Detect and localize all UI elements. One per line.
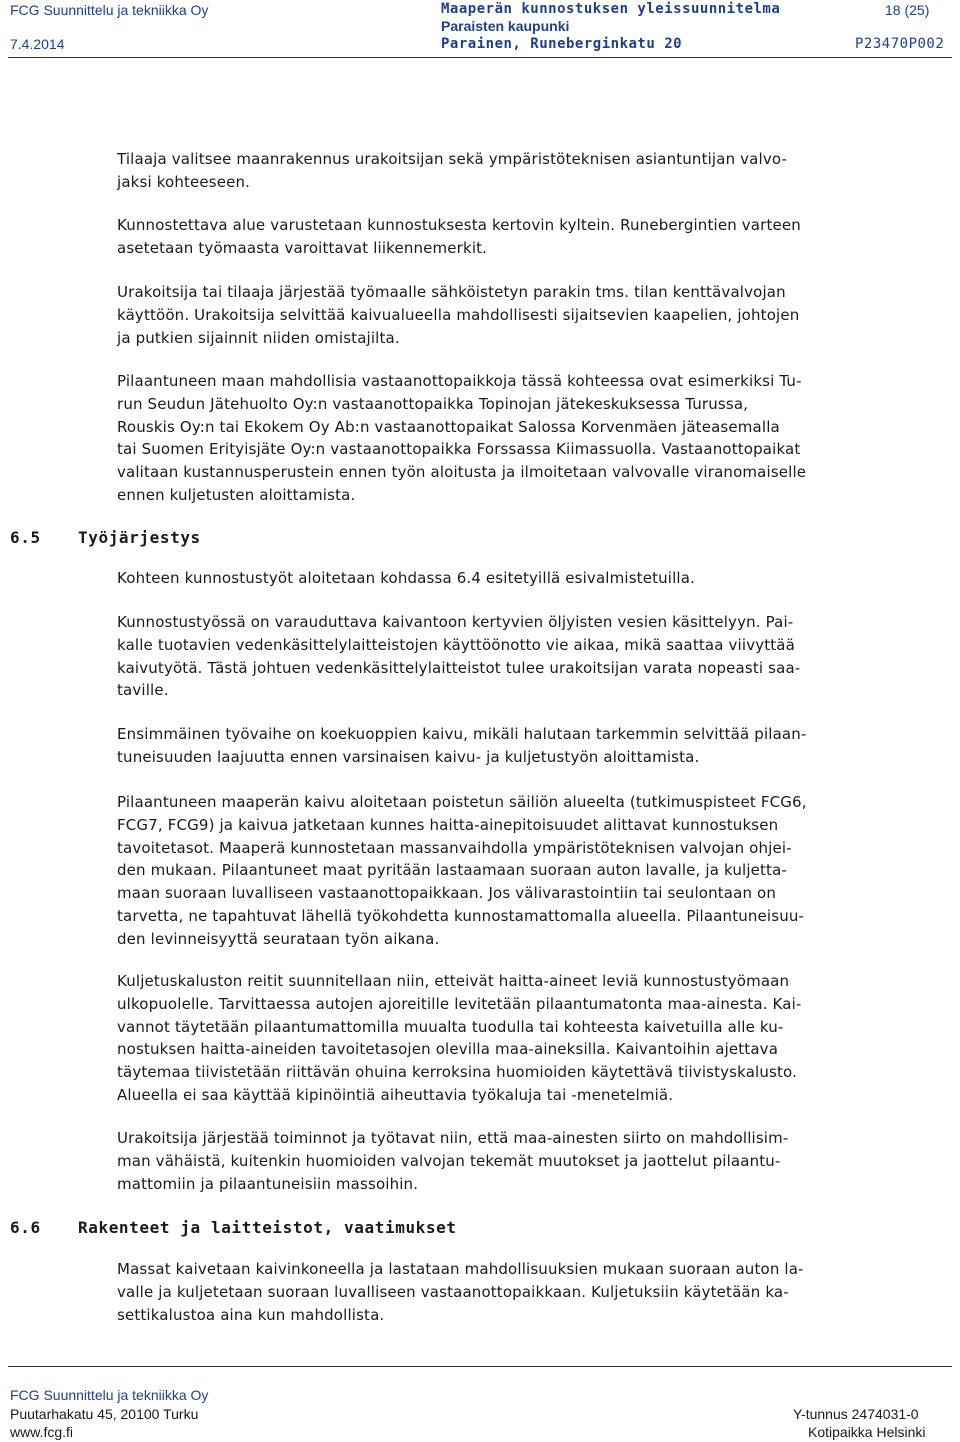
footer-domicile: Kotipaikka Helsinki: [808, 1424, 926, 1440]
footer-website-link[interactable]: www.fcg.fi: [10, 1424, 74, 1440]
text-line: den mukaan. Pilaantuneet maat pyritään lastaamaan suoraan auton lavalle, ja kuljetta-: [117, 861, 787, 880]
header-page-number: 18 (25): [885, 2, 930, 18]
text-line: valitaan kustannusperustein ennen työn aloitusta ja ilmoitetaan valvovalle viranomaiselle: [117, 463, 807, 482]
footer-divider: [8, 1366, 952, 1367]
text-line: tuneisuuden laajuutta ennen varsinaisen kaivu- ja kuljetustyön aloittamista.: [117, 747, 700, 766]
header-doc-title: Maaperän kunnostuksen yleissuunnitelma: [441, 1, 781, 17]
paragraph-site-signage: [117, 214, 953, 260]
header-project-code: P23470P002: [855, 36, 945, 52]
text-line: settikalustoa aina kun mahdollista.: [117, 1305, 385, 1324]
text-line: Kunnostustyössä on varauduttava kaivantoon kertyvien öljyisten vesien käsittelyyn. Pai-: [117, 613, 794, 631]
footer-business-id: Y-tunnus 2474031-0: [793, 1406, 919, 1422]
text-line: käyttöön. Urakoitsija selvittää kaivualueella mahdollisesti sijaitsevien kaapelien, johtojen: [117, 305, 800, 324]
header-company: FCG Suunnittelu ja tekniikka Oy: [10, 2, 209, 18]
footer-address: Puutarhakatu 45, 20100 Turku: [10, 1406, 199, 1422]
paragraph-excavation: [117, 791, 953, 951]
text-line: Alueella ei saa käyttää kipinöintiä aiheuttavia työkaluja tai -menetelmiä.: [117, 1085, 674, 1104]
text-line: Pilaantuneen maaperän kaivu aloitetaan poistetun säiliön alueelta (tutkimuspisteet FCG6,: [117, 793, 807, 811]
paragraph-test-pits: [117, 723, 953, 769]
text-line: nostuksen haitta-aineiden tavoitetasojen olevilla maa-aineksilla. Kaivantoihin ajettava: [117, 1040, 779, 1059]
paragraph-transport-routes: [117, 970, 953, 1107]
text-line: tai Suomen Erityisjäte Oy:n vastaanottopaikka Forssassa Kiimassuolla. Vastaanottopaikat: [117, 440, 801, 459]
text-line: Ensimmäinen työvaihe on koekuoppien kaivu, mikäli halutaan tarkemmin selvittää pilaan-: [117, 725, 807, 743]
text-line: mattomiin ja pilaantuneisiin massoihin.: [117, 1174, 419, 1193]
text-line: den levinneisyyttä seurataan työn aikana.: [117, 929, 440, 948]
text-line: kaivutyötä. Tästä johtuen vedenkäsittelylaitteistot tulee urakoitsijan varata nopeasti saa-: [117, 658, 801, 677]
text-line: run Seudun Jätehuolto Oy:n vastaanottopaikka Topinojan jätekeskuksessa Turussa,: [117, 394, 749, 413]
page-header: [0, 0, 960, 56]
section-title: Työjärjestys: [78, 528, 201, 547]
text-line: Urakoitsija tai tilaaja järjestää työmaalle sähköistetyn parakin tms. tilan kenttävalvojan: [117, 283, 786, 301]
text-line: ennen kuljetusten aloittamista.: [117, 485, 356, 504]
paragraph-mass-handling: [117, 1127, 953, 1195]
header-divider: [8, 57, 952, 58]
text-line: Pilaantuneen maan mahdollisia vastaanottopaikkoja tässä kohteessa ovat esimerkiksi Tu-: [117, 372, 802, 390]
text-line: Kuljetuskaluston reitit suunnitellaan niin, etteivät haitta-aineet leviä kunnostustyömaan: [117, 972, 790, 990]
text-line: kalle tuotavien vedenkäsittelylaitteistojen käyttöönotto vie aikaa, mikä saattaa viivyttää: [117, 635, 795, 654]
text-line: ja putkien sijainnit niiden omistajilta.: [117, 328, 400, 347]
text-line: FCG7, FCG9) ja kaivua jatketaan kunnes haitta-ainepitoisuudet alittavat kunnostuksen: [117, 815, 779, 834]
paragraph-work-start: [117, 567, 953, 590]
text-line: Kohteen kunnostustyöt aloitetaan kohdassa 6.4 esitetyillä esivalmistetuilla.: [117, 569, 695, 587]
text-line: tarvetta, ne tapahtuvat lähellä työkohdetta kunnostamattomalla alueella. Pilaantuneisuu-: [117, 906, 805, 925]
paragraph-excavation-equipment: [117, 1258, 953, 1326]
text-line: Massat kaivetaan kaivinkoneella ja lastataan mahdollisuuksien mukaan suoraan auton la-: [117, 1260, 804, 1278]
header-date: 7.4.2014: [10, 36, 65, 52]
text-line: taville.: [117, 681, 169, 700]
text-line: ulkopuolelle. Tarvittaessa autojen ajoreitille levitetään pilaantumatonta maa-ainesta. Kai-: [117, 994, 802, 1013]
text-line: valle ja kuljetetaan suoraan luvalliseen vastaanottopaikkaan. Kuljetuksiin käytetään ka-: [117, 1282, 789, 1301]
text-line: asetetaan työmaasta varoittavat liikennemerkit.: [117, 238, 488, 257]
text-line: Rouskis Oy:n tai Ekokem Oy Ab:n vastaanottopaikat Salossa Korvenmäen jäteasemalla: [117, 417, 780, 436]
text-line: tavoitetasot. Maaperä kunnostetaan massanvaihdolla ympäristöteknisen valvojan ohjei-: [117, 838, 792, 857]
text-line: Kunnostettava alue varustetaan kunnostuksesta kertovin kyltein. Runebergintien varteen: [117, 216, 801, 234]
section-number: 6.6: [10, 1218, 41, 1237]
text-line: Tilaaja valitsee maanrakennus urakoitsijan sekä ympäristöteknisen asiantuntijan valvo-: [117, 150, 788, 168]
header-location: Parainen, Runeberginkatu 20: [441, 36, 683, 52]
paragraph-site-facilities: [117, 281, 953, 349]
text-line: man vähäistä, kuitenkin huomioiden valvojan tekemät muutokset ja jaottelut pilaantu-: [117, 1151, 781, 1170]
paragraph-receiving-sites: [117, 370, 953, 507]
paragraph-water-treatment: [117, 611, 953, 702]
footer-company: FCG Suunnittelu ja tekniikka Oy: [10, 1387, 209, 1403]
section-heading-6-5: [10, 528, 201, 548]
text-line: maan suoraan luvalliseen vastaanottopaikkaan. Jos välivarastointiin tai seulontaan on: [117, 884, 777, 903]
paragraph-contractor-selection: [117, 148, 953, 194]
text-line: vannot täytetään pilaantumattomilla muualta tuodulla tai kohteesta kaivetuilla alle ku-: [117, 1017, 784, 1036]
text-line: Urakoitsija järjestää toiminnot ja työtavat niin, että maa-ainesten siirto on mahdollisim-: [117, 1129, 789, 1147]
section-heading-6-6: [10, 1218, 457, 1238]
text-line: jaksi kohteeseen.: [117, 172, 251, 191]
section-number: 6.5: [10, 528, 41, 547]
section-title: Rakenteet ja laitteistot, vaatimukset: [78, 1218, 457, 1237]
text-line: täytemaa tiivistetään riittävän ohuina kerroksina huomioiden käytettävä tiivistyskalusto.: [117, 1063, 798, 1082]
header-client: Paraisten kaupunki: [441, 18, 570, 34]
